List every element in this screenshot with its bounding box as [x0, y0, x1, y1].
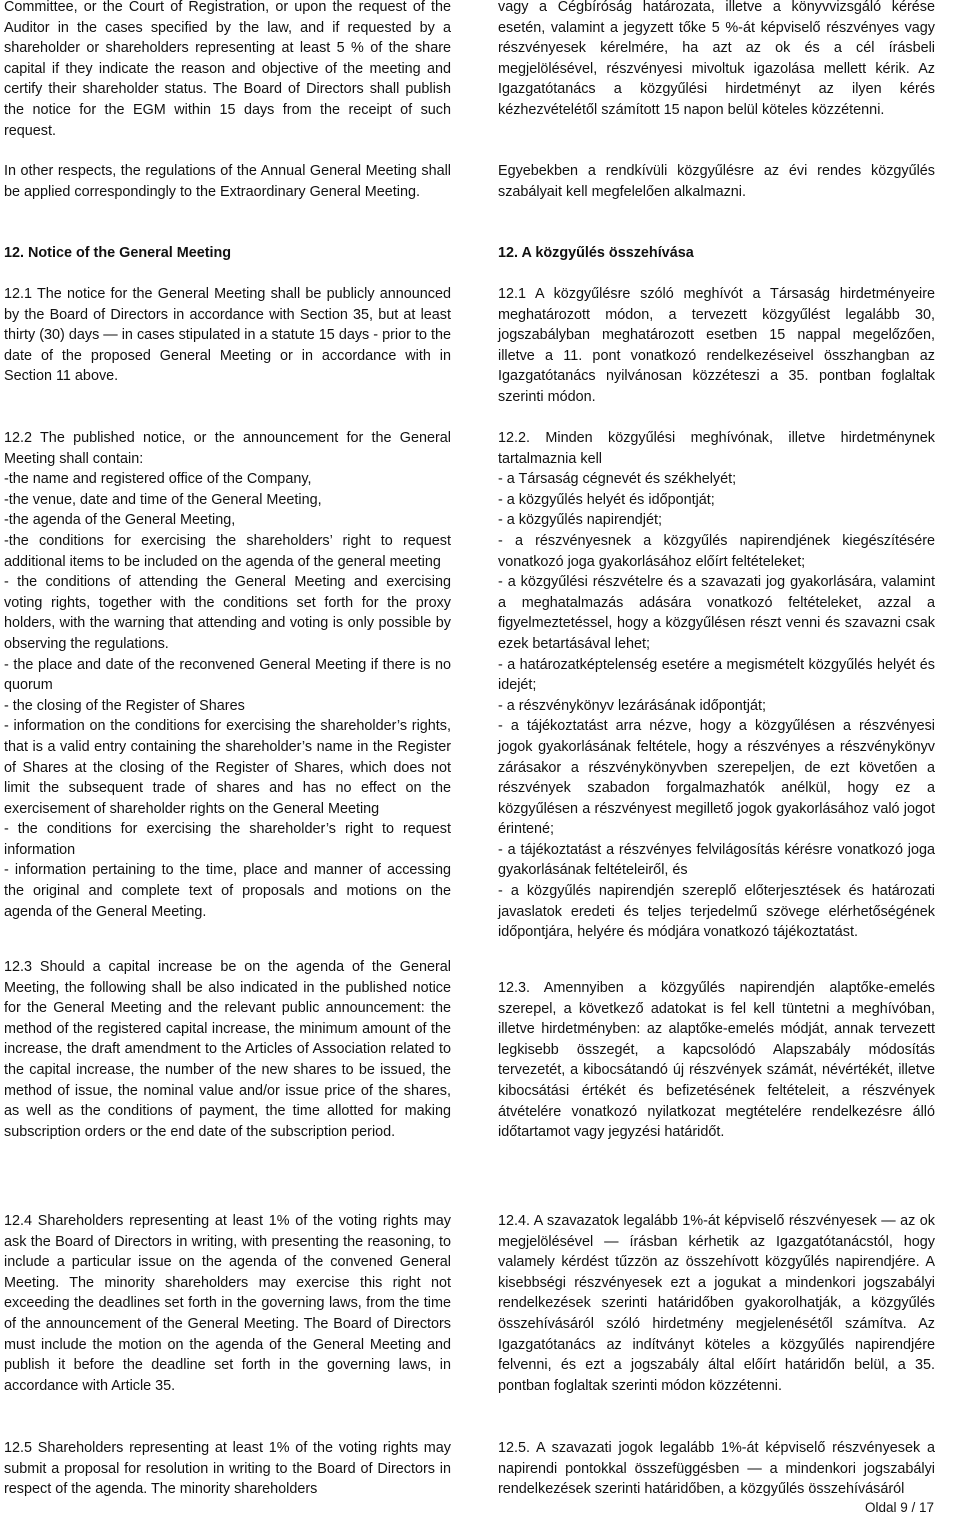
hu-paragraph-12-3: 12.3. Amennyiben a közgyűlés napirendjén alaptőke-emelés szerepel, a következő adatokat is fel kell tüntetni a meghívóban, illetve hirdetményben: az alaptőke-emelés módját, annak tervezett legkisebb összegét, a kapcsolódó Alapszabály módosítás tervezetét, a kibocsátandó új részvények számát, névértékét, illetve kibocsátási értékét és befizetésének feltételeit, a részvények átvételére vonatkozó nyilatkozat megtételére rendelkezésre álló időtartamot vagy jegyzési határidőt.	[498, 980, 935, 1141]
en-paragraph-12-3: 12.3 Should a capital increase be on the agenda of the General Meeting, the following shall be also indicated in the published notice for the General Meeting and the relevant public announcement: the method of the registered capital increase, the minimum amount of the increase, the draft amendment to the Articles of Association related to the capital increase, the number of the new shares to be issued, the method of issue, the nominal value and/or issue price of the shares, as well as the conditions of payment, the time allotted for making subscription orders or the end date of the subscription period.	[4, 959, 451, 1140]
en-list-line: -the name and registered office of the Company,	[4, 471, 312, 488]
en-list-line: - the closing of the Register of Shares	[4, 697, 245, 714]
en-paragraph-12-2	[4, 428, 451, 922]
hu-paragraph-12-2	[498, 428, 935, 943]
en-list-line: 12.2 The published notice, or the announcement for the General Meeting shall contain:	[4, 430, 451, 467]
en-paragraph-other-respects: In other respects, the regulations of the Annual General Meeting shall be applied correspondingly to the Extraordinary General Meeting.	[4, 163, 451, 200]
en-paragraph-12-4: 12.4 Shareholders representing at least 1% of the voting rights may ask the Board of Directors in writing, with presenting the reasoning, to include a particular issue on the agenda of the convened General Meeting. The minority shareholders may exercise this right not exceeding the deadlines set forth in the governing laws, from the time of the announcement of the General Meeting. The Board of Directors must include the motion on the agenda of the General Meeting and publish it before the deadline set forth in the governing laws, in accordance with Article 35.	[4, 1213, 451, 1394]
hu-paragraph-12-4: 12.4. A szavazatok legalább 1%-át képviselő részvényesek — az ok megjelölésével — írásban kérhetik az Igazgatótanácstól, hogy valamely kérdést tűzzön az összehívott közgyűlés napirendjére. A kisebbségi részvényesek ezt a jogukat a mindenkori jogszabályi rendelkezések szerinti határidőben gyakorolhatják, a közgyűlés összehívásáról szóló hirdetmény megjelenésétől számítva. Az Igazgatótanács az indítványt köteles a közgyűlés napirendjére felvenni, és ezt a jogszabály által előírt határidőn belül, a 35. pontban foglaltak szerinti módon közzétenni.	[498, 1213, 935, 1394]
en-paragraph-egm-request: Committee, or the Court of Registration, or upon the request of the Auditor in the cases specified by the law, and if requested by a shareholder or shareholders representing at least 5 % of the share capital if they indicate the reason and objective of the meeting and certify their shareholder status. The Board of Directors shall publish the notice for the EGM within 15 days from the receipt of such request.	[4, 0, 451, 139]
en-list-line: - information on the conditions for exercising the shareholder’s rights, that is a valid entry containing the shareholder’s name in the Register of Shares at the closing of the Register of Shares, which does not limit the subsequent trade of shares and has no effect on the exercisement of shareholder rights on the General Meeting	[4, 718, 451, 817]
hu-list-line: - a részvényesnek a közgyűlés napirendjének kiegészítésére vonatkozó joga gyakorlásához előírt feltételeket;	[498, 532, 935, 570]
hu-list-line: - a közgyűlés helyét és időpontját;	[498, 491, 715, 508]
en-list-line: - the conditions for exercising the shareholder’s right to request information	[4, 821, 451, 858]
hu-list-line: - a közgyűlés napirendjét;	[498, 512, 662, 529]
en-list-line: - the place and date of the reconvened General Meeting if there is no quorum	[4, 656, 451, 694]
en-list-line: - information pertaining to the time, place and manner of accessing the original and complete text of proposals and motions on the agenda of the General Meeting.	[4, 862, 451, 920]
hu-paragraph-12-1: 12.1 A közgyűlésre szóló meghívót a Társaság hirdetményeire meghatározott módon, a tervezett közgyűlést legalább 30, jogszabályban meghatározott esetben 15 nappal megelőzően, illetve a 11. pont vonatkozó rendelkezéseivel összhangban az Igazgatótanács nyilvánosan közzéteszi a 35. pontban foglaltak szerinti módon.	[498, 286, 935, 405]
en-paragraph-12-1: 12.1 The notice for the General Meeting shall be publicly announced by the Board of Directors in accordance with Section 35, but at least thirty (30) days — in cases stipulated in a statute 15 days - prior to the date of the proposed General Meeting or in accordance with in Section 11 above.	[4, 286, 451, 385]
hu-list-line: - a közgyűlés napirendjén szereplő előterjesztések és határozati javaslatok eredeti és teljes terjedelmű szövege elérhetőségének időpontjára, helyére és módjára vonatkozó tájékoztatást.	[498, 883, 935, 941]
hu-paragraph-egm-request: vagy a Cégbíróság határozata, illetve a könyvvizsgáló kérése esetén, valamint a jegyzett tőke 5 %-át képviselő részvényes vagy részvényesek kérelmére, ha azt az ok és a cél írásbeli megjelölésével, részvényesi mivoltuk igazolása mellett kérik. Az Igazgatótanács a közgyűlési hirdetményt az ilyen kérés kézhezvételétől számított 15 napon belül köteles közzétenni.	[498, 0, 935, 118]
en-list-line: -the venue, date and time of the General Meeting,	[4, 491, 322, 508]
hu-section-heading: 12. A közgyűlés összehívása	[498, 245, 694, 261]
hu-list-line: - a tájékoztatást arra nézve, hogy a közgyűlésen a részvényesi jogok gyakorlásának feltétele, hogy a részvényes a részvénykönyv zárásakor a részvénykönyvben szerepeljen, de ezt követően a részvények szabadon forgalmazhatók anélkül, hogy ez a közgyűlésen a részvényest megillető jogok gyakorlásához való jogot érintené;	[498, 718, 935, 838]
hu-list-line: - a közgyűlési részvételre és a szavazati jog gyakorlására, valamint a meghatalmazás adására vonatkozó feltételeket, azzal a figyelmeztetéssel, hogy a közgyűlésen részt venni és szavazni csak ezek betartásával lehet;	[498, 574, 935, 652]
hu-paragraph-12-5: 12.5. A szavazati jogok legalább 1%-át képviselő részvényesek a napirendi pontokkal összefüggésben — a mindenkori jogszabályi rendelkezések szerinti határidőben, a közgyűlés összehívásáról	[498, 1440, 935, 1498]
en-paragraph-12-5: 12.5 Shareholders representing at least 1% of the voting rights may submit a proposal for resolution in writing to the Board of Directors in respect of the agenda. The minority shareholders	[4, 1440, 451, 1498]
hu-list-line: - a tájékoztatást a részvényes felvilágosítás kérésre vonatkozó joga gyakorlásának feltételeiről, és	[498, 841, 935, 879]
hu-list-line: 12.2. Minden közgyűlési meghívónak, illetve hirdetménynek tartalmaznia kell	[498, 430, 935, 467]
page-number: Oldal 9 / 17	[864, 1500, 934, 1515]
hu-list-line: - a részvénykönyv lezárásának időpontját;	[498, 697, 766, 714]
en-list-line: -the conditions for exercising the shareholders’ right to request additional items to be included on the agenda of the general meeting	[4, 532, 451, 570]
hu-list-line: - a határozatképtelenség esetére a megismételt közgyűlés helyét és idejét;	[498, 656, 935, 694]
en-section-heading: 12. Notice of the General Meeting	[4, 245, 232, 261]
hu-list-line: - a Társaság cégnevét és székhelyét;	[498, 471, 737, 488]
en-list-line: -the agenda of the General Meeting,	[4, 512, 236, 529]
hu-paragraph-other-respects: Egyebekben a rendkívüli közgyűlésre az évi rendes közgyűlés szabályait kell megfelelően alkalmazni.	[498, 163, 935, 200]
en-list-line: - the conditions of attending the General Meeting and exercising voting rights, together with the conditions set forth for the proxy holders, with the warning that attending and voting is only possible by observing the regulations.	[4, 574, 451, 652]
